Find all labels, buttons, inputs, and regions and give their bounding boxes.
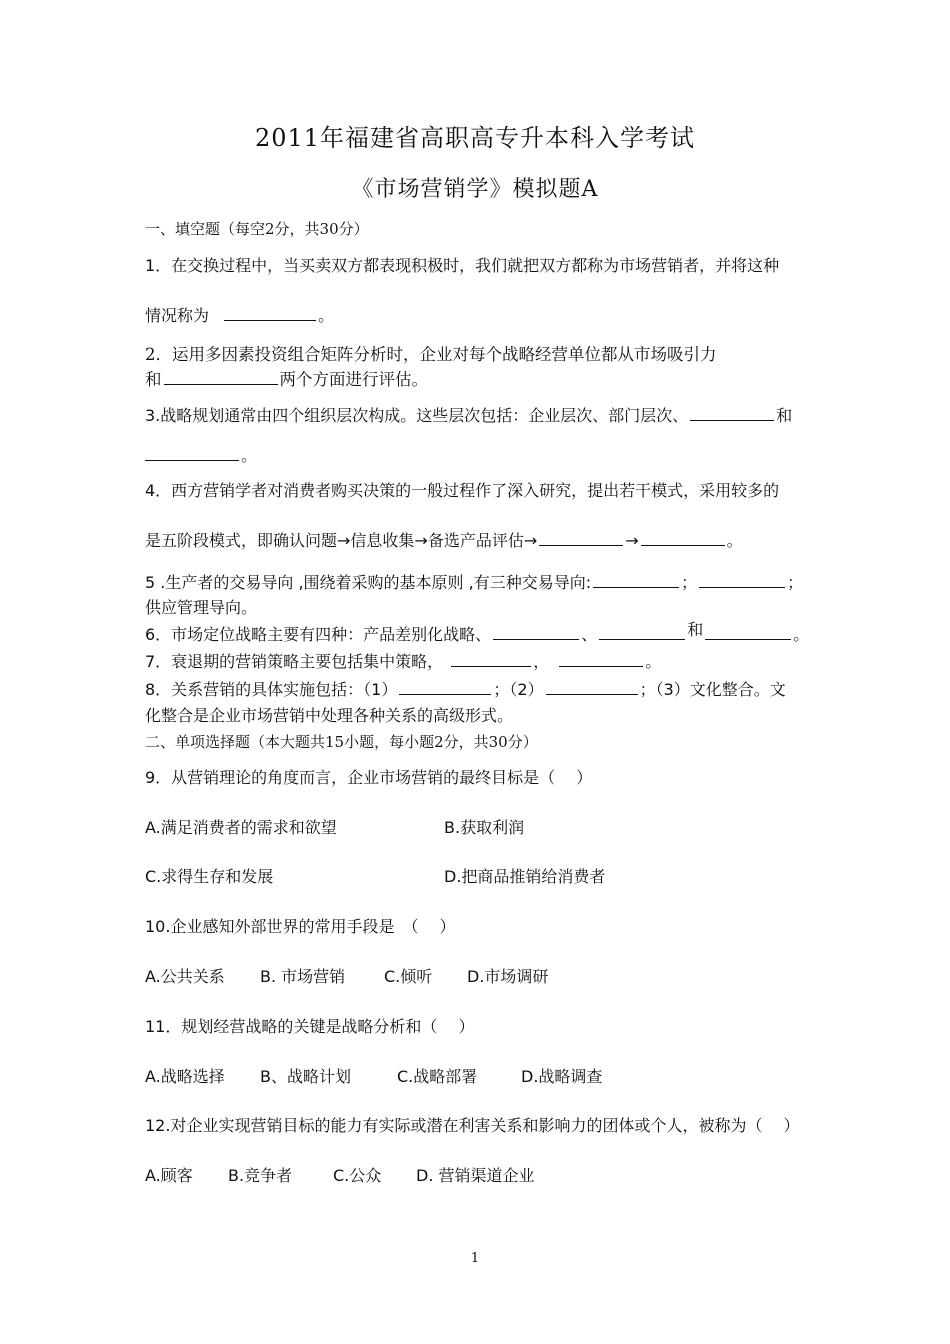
question-3-and: 和 [776, 406, 793, 425]
question-8-text: 8．关系营销的具体实施包括：（1） [145, 680, 398, 699]
option-a: A.战略选择 [145, 1067, 225, 1086]
question-7-text: 7．衰退期的营销策略主要包括集中策略， [145, 652, 444, 671]
option-d: D. 营销渠道企业 [416, 1166, 535, 1185]
question-1-line-2 [145, 303, 334, 326]
question-1-text: 情况称为 [145, 306, 210, 325]
question-3-line-1 [145, 403, 792, 426]
question-5-text: 5 .生产者的交易导向 ,围绕着采购的基本原则 ,有三种交易导向: [145, 573, 592, 592]
answer-blank [145, 444, 239, 461]
answer-blank [641, 529, 725, 546]
question-8-part-2: ；（2） [493, 680, 544, 699]
question-3-line-2 [145, 443, 257, 466]
document-subtitle: 《市场营销学》模拟题A [351, 177, 599, 202]
question-6 [145, 622, 809, 645]
question-12: 12.对企业实现营销目标的能力有实际或潜在利害关系和影响力的团体或个人，被称为（ ） [145, 1116, 800, 1135]
answer-blank [559, 650, 643, 667]
question-4-line-2 [145, 528, 743, 551]
answer-blank [399, 678, 491, 695]
option-d: D.战略调查 [521, 1067, 603, 1086]
question-1-end: 。 [318, 306, 335, 325]
question-2-line-2 [145, 366, 428, 390]
question-6-sep-1: 、 [581, 625, 598, 644]
option-c: C.公众 [333, 1166, 382, 1185]
question-7-sep: ， [533, 652, 550, 671]
question-9: 9．从营销理论的角度而言，企业市场营销的最终目标是（ ） [145, 768, 593, 787]
question-6-text: 6．市场定位战略主要有四种：产品差别化战略、 [145, 625, 492, 644]
document-title: 2011年福建省高职高专升本科入学考试 [254, 124, 696, 152]
answer-blank [705, 623, 791, 640]
question-7-end: 。 [645, 652, 662, 671]
question-5-sep-1: ； [681, 573, 698, 592]
section-heading-single-choice: 二、单项选择题（本大题共15小题，每小题2分，共30分） [145, 733, 538, 751]
answer-blank [493, 623, 579, 640]
question-2-line-1: 2．运用多因素投资组合矩阵分析时，企业对每个战略经营单位都从市场吸引力 [145, 345, 717, 364]
option-a: A.公共关系 [145, 967, 225, 986]
option-b: B. 市场营销 [260, 967, 346, 986]
answer-blank [593, 571, 679, 588]
question-8-part-3: ；（3）文化整合。文 [639, 680, 786, 699]
answer-blank [539, 529, 623, 546]
answer-blank [164, 368, 278, 385]
question-6-sep-2: 和 [687, 620, 704, 639]
option-c: C.倾听 [384, 967, 433, 986]
answer-blank [599, 623, 685, 640]
question-5-line-1 [145, 570, 803, 593]
answer-blank [546, 678, 638, 695]
question-4-text: 是五阶段模式，即确认问题→信息收集→备选产品评估→ [145, 531, 538, 550]
option-d: D.把商品推销给消费者 [444, 867, 606, 886]
question-2-end: 两个方面进行评估。 [279, 370, 428, 389]
question-8-line-2: 化整合是企业市场营销中处理各种关系的高级形式。 [145, 706, 514, 725]
option-c: C.战略部署 [397, 1067, 478, 1086]
section-heading-fill-in: 一、填空题（每空2分，共30分） [145, 220, 369, 238]
answer-blank [690, 404, 774, 421]
option-b: B.竞争者 [228, 1166, 293, 1185]
option-b: B.获取利润 [444, 818, 525, 837]
question-3-text: 3.战略规划通常由四个组织层次构成。这些层次包括：企业层次、部门层次、 [145, 406, 689, 425]
question-10: 10.企业感知外部世界的常用手段是 （ ） [145, 917, 456, 936]
question-11: 11．规划经营战略的关键是战略分析和（ ） [145, 1017, 475, 1036]
question-7 [145, 649, 661, 672]
question-5-sep-2: ； [787, 573, 804, 592]
option-d: D.市场调研 [467, 967, 549, 986]
option-c: C.求得生存和发展 [145, 867, 274, 886]
question-6-end: 。 [793, 625, 810, 644]
question-5-line-2: 供应管理导向。 [145, 598, 258, 617]
question-8-line-1 [145, 677, 786, 700]
page-number: 1 [470, 1251, 480, 1266]
option-b: B、战略计划 [260, 1067, 351, 1086]
option-a: A.满足消费者的需求和欲望 [145, 818, 337, 837]
answer-blank [451, 650, 531, 667]
answer-blank [699, 571, 785, 588]
question-3-end: 。 [241, 446, 258, 465]
option-a: A.顾客 [145, 1166, 193, 1185]
question-4-end: 。 [726, 531, 743, 550]
question-4-arrow: → [625, 531, 639, 550]
question-2-text: 和 [145, 370, 162, 389]
question-1-line-1: 1．在交换过程中，当买卖双方都表现积极时，我们就把双方都称为市场营销者，并将这种 [145, 256, 780, 275]
question-4-line-1: 4．西方营销学者对消费者购买决策的一般过程作了深入研究，提出若干模式，采用较多的 [145, 481, 780, 500]
answer-blank [224, 304, 316, 321]
